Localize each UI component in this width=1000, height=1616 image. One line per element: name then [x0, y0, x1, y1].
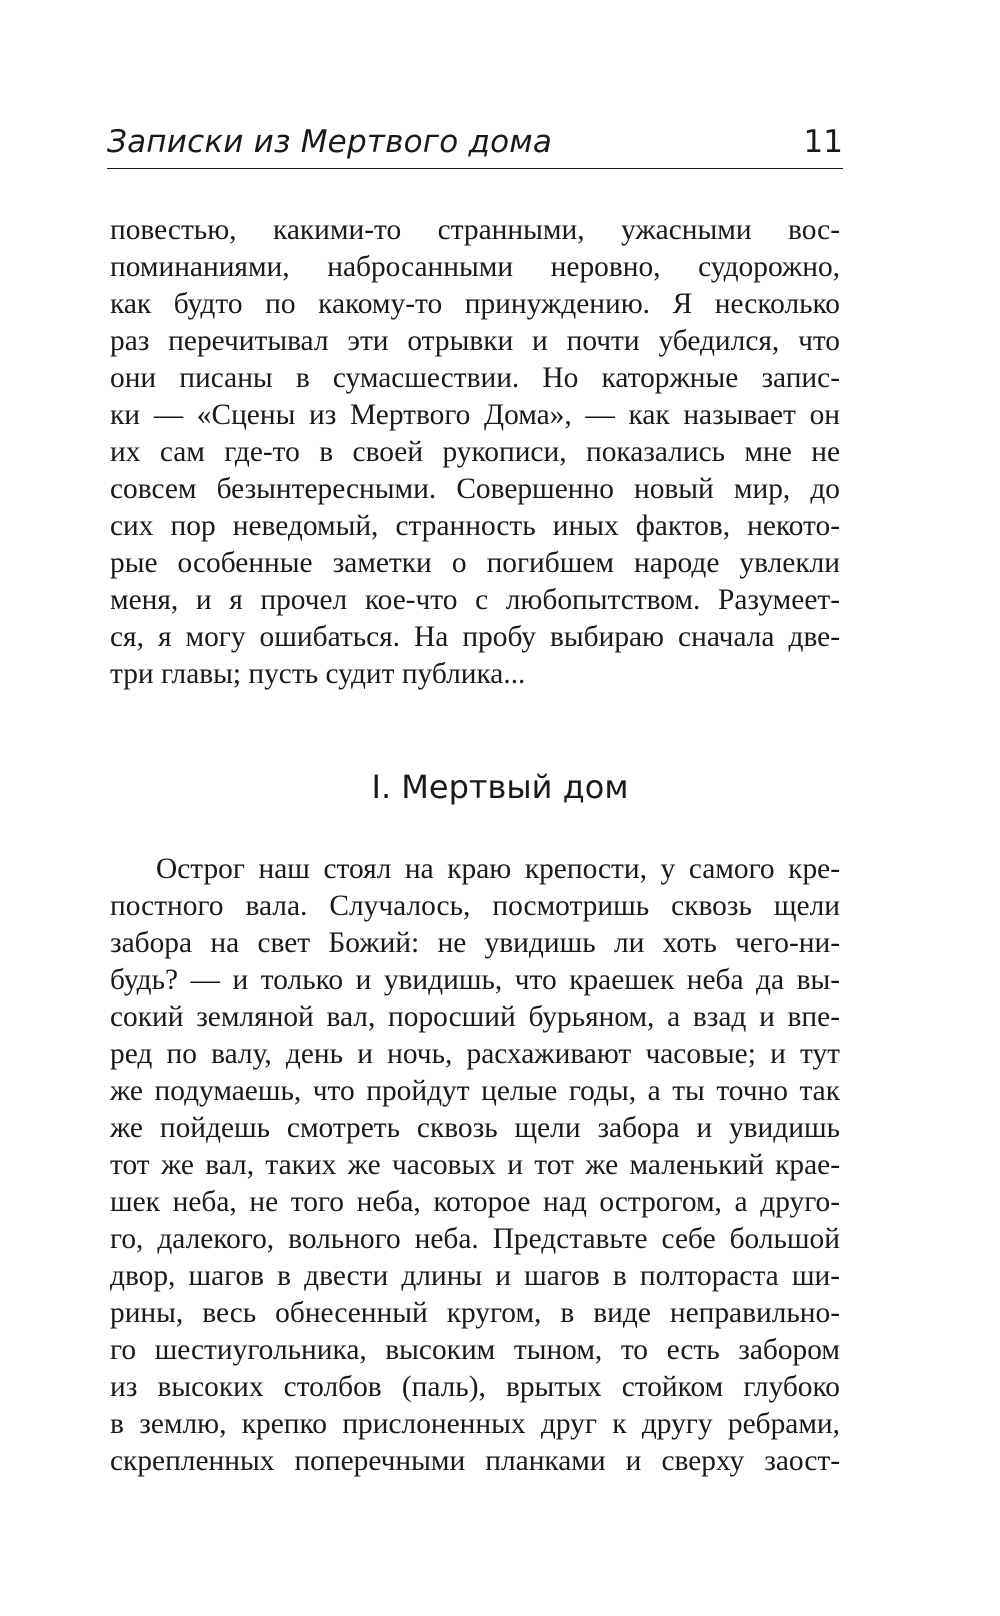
text-line: в землю, крепко прислоненных друг к другу ребрами, — [110, 1408, 840, 1440]
text-line: скрепленных поперечными планками и сверху заост- — [110, 1445, 840, 1477]
running-title: Записки из Мертвого дома — [107, 124, 553, 160]
text-line-last: три главы; пусть судит публика... — [110, 658, 526, 690]
text-line: из высоких столбов (паль), врытых стойком глубоко — [110, 1371, 840, 1403]
text-line: раз перечитывал эти отрывки и почти убедился, что — [110, 325, 840, 357]
text-line: рые особенные заметки о погибшем народе увлекли — [110, 547, 840, 579]
text-line-first: Острог наш стоял на краю крепости, у самого кре- — [156, 853, 840, 885]
text-line: го, далекого, вольного неба. Представьте себе большой — [110, 1223, 840, 1255]
text-line: шек неба, не того неба, которое над острогом, а друго- — [110, 1186, 840, 1218]
text-line: тот же вал, таких же часовых и тот же маленький крае- — [110, 1149, 840, 1181]
text-line: ся, я могу ошибаться. На пробу выбираю сначала две- — [110, 621, 840, 653]
text-line: их сам где-то в своей рукописи, показались мне не — [110, 436, 840, 468]
text-line: как будто по какому-то принуждению. Я несколько — [110, 288, 840, 320]
text-line: ки — «Сцены из Мертвого Дома», — как называет он — [110, 399, 840, 431]
text-line: рины, весь обнесенный кругом, в виде неправильно- — [110, 1297, 840, 1329]
page-number: 11 — [803, 124, 843, 160]
text-line: сих пор неведомый, странность иных фактов, некото- — [110, 510, 840, 542]
intro-paragraph — [110, 212, 840, 693]
text-line: забора на свет Божий: не увидишь ли хоть чего-ни- — [110, 927, 840, 959]
chapter-paragraph — [110, 851, 840, 1480]
text-line: двор, шагов в двести длины и шагов в полтораста ши- — [110, 1260, 840, 1292]
text-line: ред по валу, день и ночь, расхаживают часовые; и тут — [110, 1038, 840, 1070]
text-line: они писаны в сумасшествии. Но каторжные запис- — [110, 362, 840, 394]
text-line: постного вала. Случалось, посмотришь сквозь щели — [110, 890, 840, 922]
text-line: поминаниями, набросанными неровно, судорожно, — [110, 251, 840, 283]
text-line: же пойдешь смотреть сквозь щели забора и увидишь — [110, 1112, 840, 1144]
text-line: го шестиугольника, высоким тыном, то есть забором — [110, 1334, 840, 1366]
text-line: же подумаешь, что пройдут целые годы, а ты точно так — [110, 1075, 840, 1107]
chapter-title: I. Мертвый дом — [371, 768, 629, 806]
text-line: совсем безынтересными. Совершенно новый мир, до — [110, 473, 840, 505]
text-line: сокий земляной вал, поросший бурьяном, а взад и впе- — [110, 1001, 840, 1033]
text-line: меня, и я прочел кое-что с любопытством. Разумеет- — [110, 584, 840, 616]
text-line: повестью, какими-то странными, ужасными вос- — [110, 214, 840, 246]
running-header — [107, 120, 843, 169]
text-line: будь? — и только и увидишь, что краешек неба да вы- — [110, 964, 840, 996]
